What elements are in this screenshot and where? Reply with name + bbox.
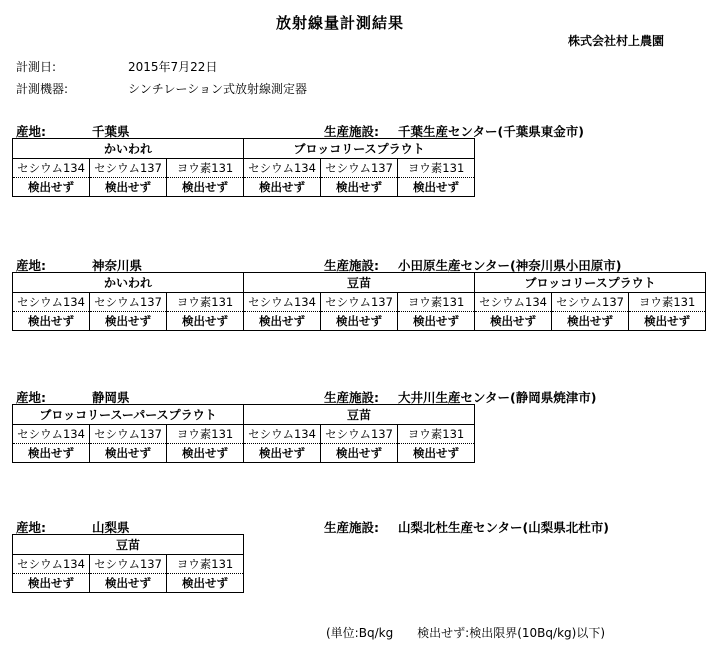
- origin-value: 千葉県: [92, 124, 130, 139]
- device-value: シンチレーション式放射線測定器: [128, 82, 307, 96]
- measure-date-value: 2015年7月22日: [128, 60, 218, 74]
- isotope-header: セシウム137: [321, 159, 398, 178]
- device-label: 計測機器:: [16, 82, 69, 96]
- result-value: 検出せず: [244, 312, 321, 331]
- isotope-header: セシウム137: [90, 159, 167, 178]
- result-value: 検出せず: [398, 444, 475, 463]
- facility-label: 生産施設:: [324, 390, 379, 405]
- isotope-header: セシウム134: [13, 555, 90, 574]
- result-value: 検出せず: [13, 444, 90, 463]
- result-value: 検出せず: [167, 574, 244, 593]
- isotope-row: [13, 555, 244, 574]
- result-value: 検出せず: [90, 574, 167, 593]
- result-value: 検出せず: [167, 312, 244, 331]
- isotope-header: セシウム134: [13, 425, 90, 444]
- product-header: ブロッコリースプラウト: [475, 273, 706, 293]
- isotope-header: セシウム134: [244, 159, 321, 178]
- facility-value: 千葉生産センター(千葉県東金市): [398, 124, 584, 139]
- isotope-header: セシウム134: [13, 159, 90, 178]
- result-value: 検出せず: [552, 312, 629, 331]
- results-table: [12, 138, 475, 197]
- product-header-row: [13, 535, 244, 555]
- product-header: かいわれ: [13, 273, 244, 293]
- result-value: 検出せず: [321, 444, 398, 463]
- product-header: かいわれ: [13, 139, 244, 159]
- isotope-header: ヨウ素131: [167, 555, 244, 574]
- isotope-header: セシウム137: [321, 293, 398, 312]
- isotope-header: セシウム134: [475, 293, 552, 312]
- result-value: 検出せず: [90, 178, 167, 197]
- isotope-header: ヨウ素131: [398, 425, 475, 444]
- product-header-row: [13, 139, 475, 159]
- value-row: [13, 178, 475, 197]
- origin-value: 神奈川県: [92, 258, 143, 273]
- isotope-header: ヨウ素131: [167, 293, 244, 312]
- result-value: 検出せず: [398, 312, 475, 331]
- result-value: 検出せず: [90, 312, 167, 331]
- result-value: 検出せず: [244, 178, 321, 197]
- isotope-header: ヨウ素131: [629, 293, 706, 312]
- isotope-header: セシウム137: [90, 293, 167, 312]
- product-header: 豆苗: [13, 535, 244, 555]
- measure-date-label: 計測日:: [16, 60, 57, 74]
- product-header: 豆苗: [244, 273, 475, 293]
- facility-label: 生産施設:: [324, 124, 379, 139]
- result-value: 検出せず: [629, 312, 706, 331]
- facility-value: 大井川生産センター(静岡県焼津市): [398, 390, 597, 405]
- result-value: 検出せず: [398, 178, 475, 197]
- result-value: 検出せず: [244, 444, 321, 463]
- page-title: 放射線量計測結果: [276, 14, 405, 32]
- results-table: [12, 272, 706, 331]
- isotope-header: セシウム137: [90, 555, 167, 574]
- isotope-header: セシウム137: [321, 425, 398, 444]
- origin-value: 山梨県: [92, 520, 130, 535]
- origin-value: 静岡県: [92, 390, 130, 405]
- origin-label: 産地:: [16, 390, 46, 405]
- result-value: 検出せず: [13, 178, 90, 197]
- result-value: 検出せず: [321, 312, 398, 331]
- isotope-header: セシウム137: [90, 425, 167, 444]
- footer-note: (単位:Bq/kg 検出せず:検出限界(10Bq/kg)以下): [326, 626, 606, 640]
- result-value: 検出せず: [167, 444, 244, 463]
- result-value: 検出せず: [167, 178, 244, 197]
- result-value: 検出せず: [13, 574, 90, 593]
- isotope-header: セシウム134: [244, 293, 321, 312]
- isotope-header: ヨウ素131: [398, 293, 475, 312]
- value-row: [13, 444, 475, 463]
- isotope-header: セシウム134: [13, 293, 90, 312]
- isotope-row: [13, 425, 475, 444]
- product-header-row: [13, 405, 475, 425]
- company-name: 株式会社村上農園: [568, 34, 665, 48]
- isotope-row: [13, 293, 706, 312]
- result-value: 検出せず: [90, 444, 167, 463]
- isotope-header: ヨウ素131: [398, 159, 475, 178]
- isotope-header: セシウム137: [552, 293, 629, 312]
- origin-label: 産地:: [16, 520, 46, 535]
- product-header: ブロッコリースプラウト: [244, 139, 475, 159]
- value-row: [13, 574, 244, 593]
- origin-label: 産地:: [16, 258, 46, 273]
- isotope-header: ヨウ素131: [167, 159, 244, 178]
- result-value: 検出せず: [321, 178, 398, 197]
- isotope-row: [13, 159, 475, 178]
- product-header: 豆苗: [244, 405, 475, 425]
- origin-label: 産地:: [16, 124, 46, 139]
- result-value: 検出せず: [13, 312, 90, 331]
- facility-label: 生産施設:: [324, 520, 379, 535]
- facility-value: 山梨北杜生産センター(山梨県北杜市): [398, 520, 609, 535]
- results-table: [12, 404, 475, 463]
- result-value: 検出せず: [475, 312, 552, 331]
- product-header-row: [13, 273, 706, 293]
- facility-value: 小田原生産センター(神奈川県小田原市): [398, 258, 622, 273]
- isotope-header: ヨウ素131: [167, 425, 244, 444]
- facility-label: 生産施設:: [324, 258, 379, 273]
- results-table: [12, 534, 244, 593]
- product-header: ブロッコリースーパースプラウト: [13, 405, 244, 425]
- value-row: [13, 312, 706, 331]
- isotope-header: セシウム134: [244, 425, 321, 444]
